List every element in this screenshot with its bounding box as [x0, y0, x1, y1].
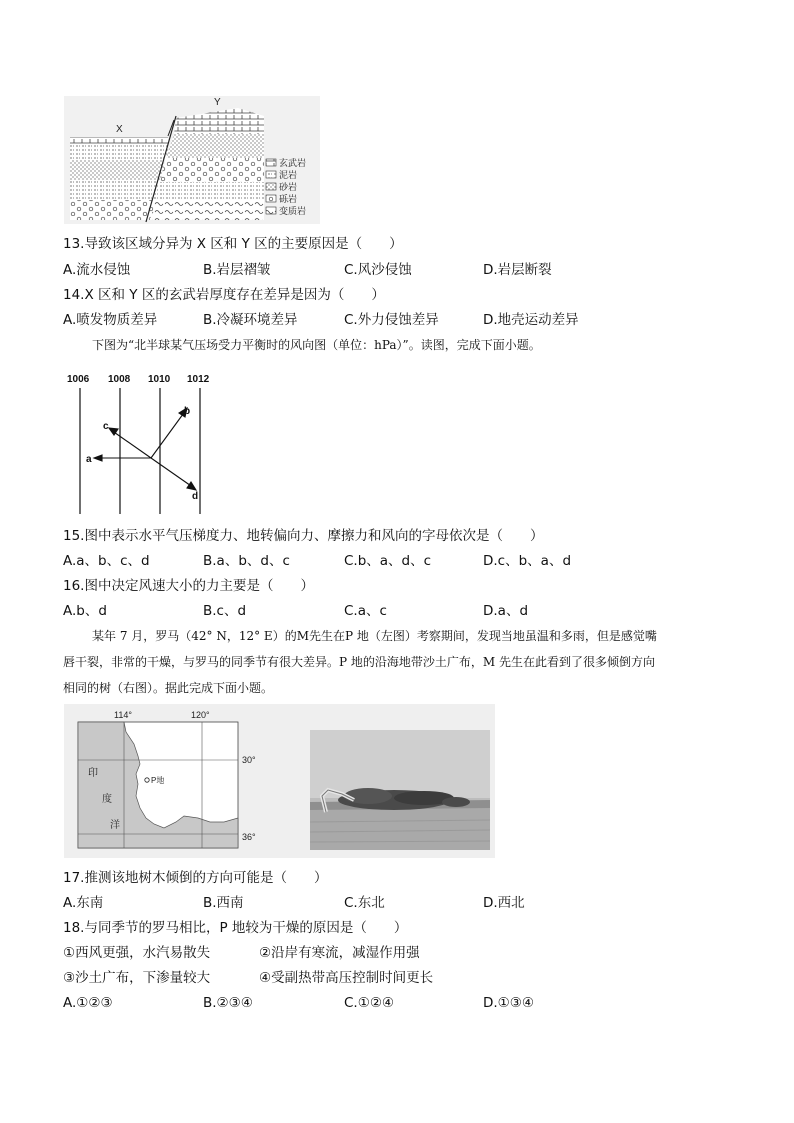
- ocean-label-char-2: 度: [102, 794, 112, 805]
- question-16-stem: 16.图中决定风速大小的力主要是（ ）: [63, 578, 314, 594]
- place-p-label: P地: [151, 776, 165, 785]
- q18-reason-3: ③沙土广布，下渗量较大: [63, 970, 211, 986]
- q15-option-a: A.a、b、c、d: [63, 553, 150, 569]
- q13-option-c: C.风沙侵蚀: [344, 262, 412, 278]
- q18-reason-1: ①西风更强，水汽易散失: [63, 945, 211, 961]
- intro-rome-line-2: 唇干裂，非常的干燥，与罗马的同季节有很大差异。P 地的沿海地带沙土广布，M 先生在此看到了很多倾倒方向: [63, 655, 655, 669]
- q18-option-a: A.①②③: [63, 995, 113, 1011]
- q16-option-b: B.c、d: [203, 603, 247, 619]
- question-18-stem: 18.与同季节的罗马相比，P 地较为干燥的原因是（ ）: [63, 920, 408, 936]
- q18-option-d: D.①③④: [483, 995, 534, 1011]
- q17-option-c: C.东北: [344, 895, 385, 911]
- q15-option-d: D.c、b、a、d: [483, 553, 572, 569]
- question-14-stem: 14.X 区和 Y 区的玄武岩厚度存在差异是因为（ ）: [63, 287, 385, 303]
- vector-label-d: d: [192, 491, 199, 502]
- leaning-tree-photo: [310, 730, 490, 850]
- q18-reason-2: ②沿岸有寒流，减湿作用强: [259, 945, 420, 961]
- q13-option-d: D.岩层断裂: [483, 262, 552, 278]
- place-p-marker: [145, 778, 149, 782]
- latitude-36: 36°: [242, 832, 256, 842]
- legend-sandstone: 砂岩: [279, 182, 298, 192]
- question-13-stem: 13.导致该区域分异为 X 区和 Y 区的主要原因是（ ）: [63, 236, 403, 252]
- longitude-120: 120°: [191, 710, 210, 720]
- geology-cross-section-figure: [64, 96, 320, 224]
- ocean-label-char-1: 印: [88, 768, 98, 779]
- isobar-label-1006: 1006: [67, 374, 90, 385]
- longitude-114: 114°: [114, 710, 132, 720]
- legend-conglomerate: 砾岩: [279, 194, 298, 204]
- map-and-photo-figure: [64, 704, 495, 858]
- q17-option-a: A.东南: [63, 895, 104, 911]
- vector-label-a: a: [86, 454, 92, 465]
- legend-mudstone: 泥岩: [279, 170, 298, 180]
- q13-option-b: B.岩层褶皱: [203, 262, 271, 278]
- q14-option-d: D.地壳运动差异: [483, 312, 579, 328]
- intro-wind-figure: 下图为“北半球某气压场受力平衡时的风向图（单位：hPa）”。读图，完成下面小题。: [92, 338, 541, 352]
- label-x: X: [116, 124, 123, 135]
- q17-option-d: D.西北: [483, 895, 525, 911]
- intro-rome-line-3: 相同的树（右图）。据此完成下面小题。: [63, 681, 274, 695]
- legend-basalt: 玄武岩: [279, 158, 307, 168]
- q14-option-a: A.喷发物质差异: [63, 312, 158, 328]
- q16-option-a: A.b、d: [63, 603, 107, 619]
- q18-reason-4: ④受副热带高压控制时间更长: [259, 970, 434, 986]
- ocean-label-char-3: 洋: [110, 820, 120, 831]
- q16-option-d: D.a、d: [483, 603, 529, 619]
- q14-option-b: B.冷凝环境差异: [203, 312, 298, 328]
- question-17-stem: 17.推测该地树木倾倒的方向可能是（ ）: [63, 870, 328, 886]
- isobar-wind-diagram: [64, 368, 216, 514]
- isobar-label-1008: 1008: [108, 374, 131, 385]
- legend-metamorphic: 变质岩: [279, 206, 307, 216]
- q13-option-a: A.流水侵蚀: [63, 262, 131, 278]
- q15-option-c: C.b、a、d、c: [344, 553, 432, 569]
- q15-option-b: B.a、b、d、c: [203, 553, 290, 569]
- intro-rome-line-1: 某年 7 月，罗马（42° N，12° E）的M先生在P 地（左图）考察期间，发现当地虽温和多雨，但是感觉嘴: [92, 629, 657, 643]
- isobar-label-1010: 1010: [148, 374, 171, 385]
- latitude-30: 30°: [242, 755, 256, 765]
- q18-option-b: B.②③④: [203, 995, 253, 1011]
- q18-option-c: C.①②④: [344, 995, 395, 1011]
- q14-option-c: C.外力侵蚀差异: [344, 312, 439, 328]
- vector-label-b: b: [184, 406, 191, 417]
- label-y: Y: [214, 97, 221, 108]
- q17-option-b: B.西南: [203, 895, 244, 911]
- vector-label-c: c: [103, 421, 109, 432]
- q16-option-c: C.a、c: [344, 603, 387, 619]
- question-15-stem: 15.图中表示水平气压梯度力、地转偏向力、摩擦力和风向的字母依次是（ ）: [63, 528, 544, 544]
- isobar-label-1012: 1012: [187, 374, 210, 385]
